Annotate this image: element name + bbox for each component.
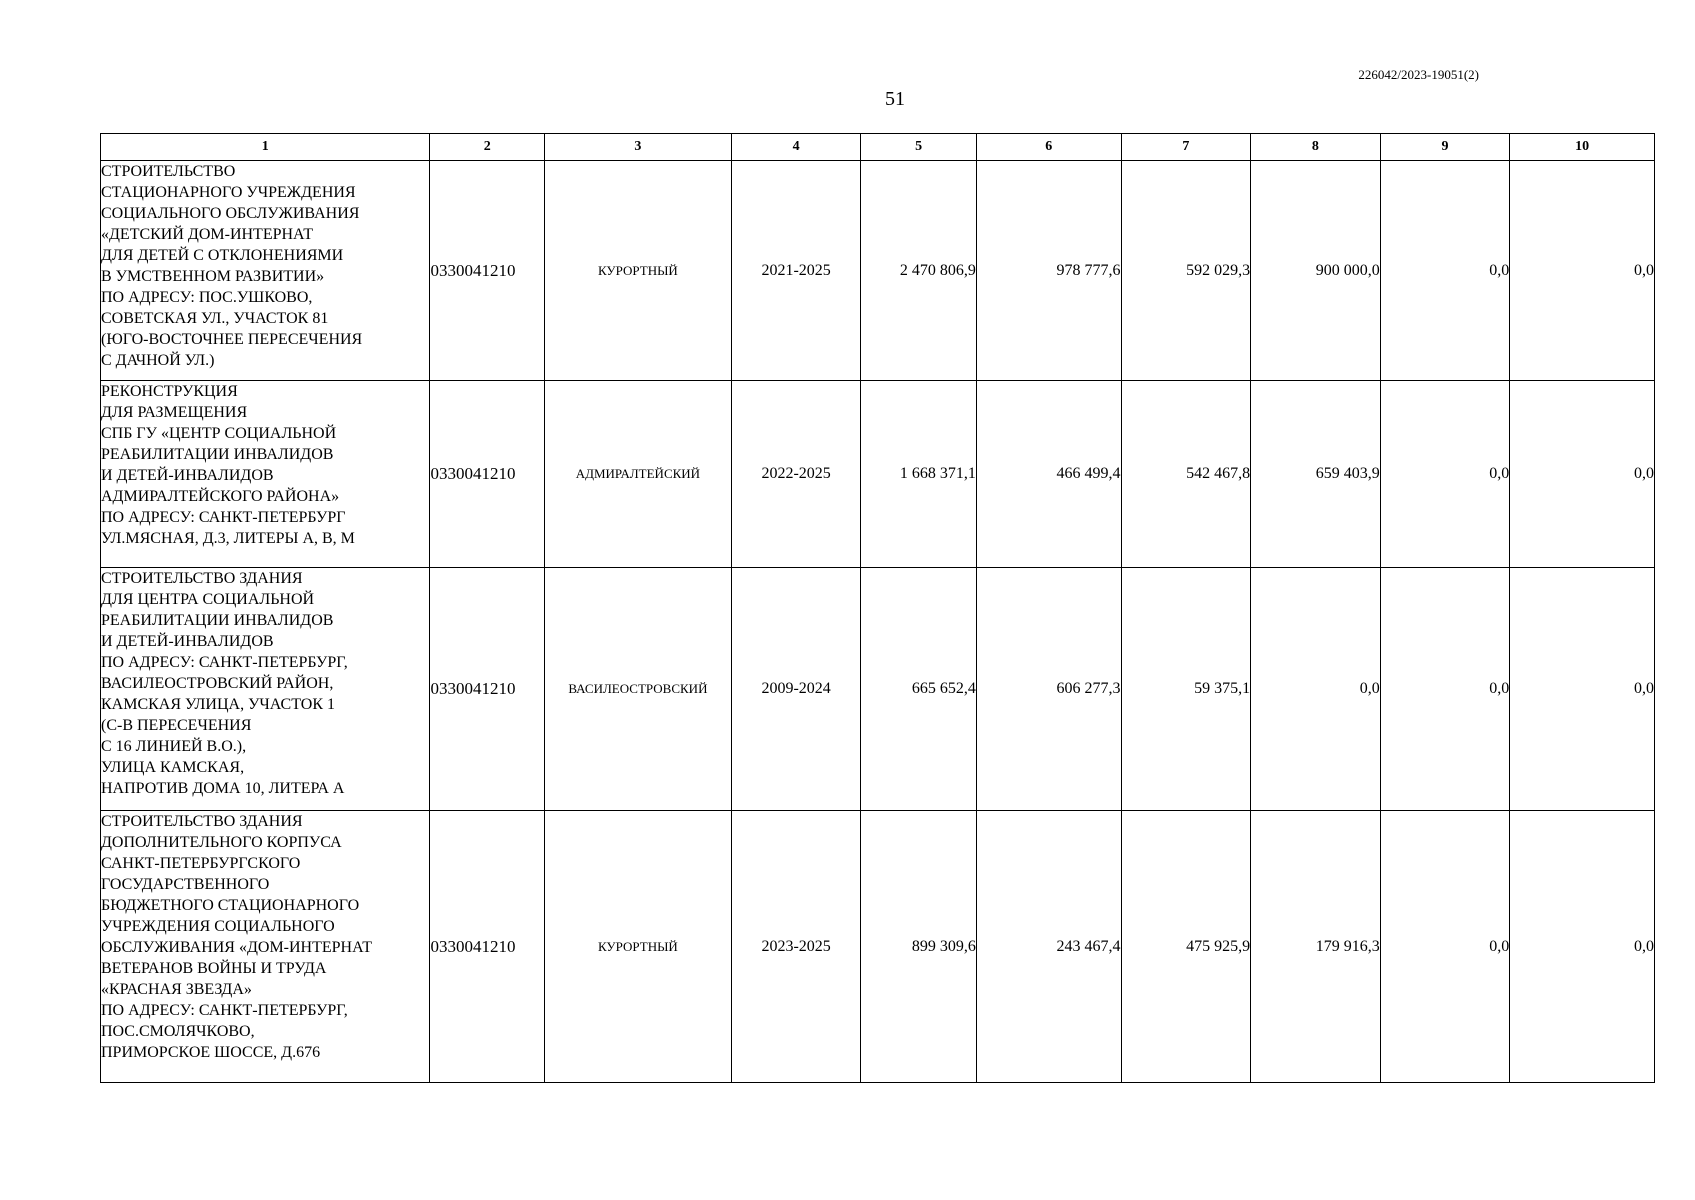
column-header-5: 5 <box>861 134 977 161</box>
value-cell-5: 2 470 806,9 <box>861 161 977 381</box>
object-name-cell: СТРОИТЕЛЬСТВО СТАЦИОНАРНОГО УЧРЕЖДЕНИЯ СОЦИАЛЬНОГО ОБСЛУЖИВАНИЯ «ДЕТСКИЙ ДОМ-ИНТЕРНАТ ДЛЯ ДЕТЕЙ С ОТКЛОНЕНИЯМИ В УМСТВЕННОМ РАЗВИТИИ» ПО АДРЕСУ: ПОС.УШКОВО, СОВЕТСКАЯ УЛ., УЧАСТОК 81 (ЮГО-ВОСТОЧНЕЕ ПЕРЕСЕЧЕНИЯ С ДАЧНОЙ УЛ.) <box>101 161 430 381</box>
period-cell: 2022-2025 <box>731 381 861 568</box>
district-cell: ВАСИЛЕОСТРОВСКИЙ <box>544 568 731 811</box>
table-row <box>101 381 1655 568</box>
value-cell-7: 59 375,1 <box>1121 568 1251 811</box>
value-cell-9: 0,0 <box>1380 381 1510 568</box>
district-cell: КУРОРТНЫЙ <box>544 161 731 381</box>
value-cell-10: 0,0 <box>1510 381 1655 568</box>
value-cell-7: 475 925,9 <box>1121 811 1251 1083</box>
object-name-cell: СТРОИТЕЛЬСТВО ЗДАНИЯ ДЛЯ ЦЕНТРА СОЦИАЛЬНОЙ РЕАБИЛИТАЦИИ ИНВАЛИДОВ И ДЕТЕЙ-ИНВАЛИДОВ ПО АДРЕСУ: САНКТ-ПЕТЕРБУРГ, ВАСИЛЕОСТРОВСКИЙ РАЙОН, КАМСКАЯ УЛИЦА, УЧАСТОК 1 (С-В ПЕРЕСЕЧЕНИЯ С 16 ЛИНИЕЙ В.О.), УЛИЦА КАМСКАЯ, НАПРОТИВ ДОМА 10, ЛИТЕРА А <box>101 568 430 811</box>
column-header-10: 10 <box>1510 134 1655 161</box>
code-cell: 0330041210 <box>430 161 545 381</box>
code-cell: 0330041210 <box>430 381 545 568</box>
column-header-4: 4 <box>731 134 861 161</box>
value-cell-9: 0,0 <box>1380 811 1510 1083</box>
object-name-cell: СТРОИТЕЛЬСТВО ЗДАНИЯ ДОПОЛНИТЕЛЬНОГО КОРПУСА САНКТ-ПЕТЕРБУРГСКОГО ГОСУДАРСТВЕННОГО БЮДЖЕТНОГО СТАЦИОНАРНОГО УЧРЕЖДЕНИЯ СОЦИАЛЬНОГО ОБСЛУЖИВАНИЯ «ДОМ-ИНТЕРНАТ ВЕТЕРАНОВ ВОЙНЫ И ТРУДА «КРАСНАЯ ЗВЕЗДА» ПО АДРЕСУ: САНКТ-ПЕТЕРБУРГ, ПОС.СМОЛЯЧКОВО, ПРИМОРСКОЕ ШОССЕ, Д.676 <box>101 811 430 1083</box>
value-cell-7: 592 029,3 <box>1121 161 1251 381</box>
value-cell-10: 0,0 <box>1510 161 1655 381</box>
page-number: 51 <box>885 88 905 110</box>
investment-table <box>100 133 1655 1083</box>
value-cell-8: 0,0 <box>1251 568 1381 811</box>
value-cell-10: 0,0 <box>1510 811 1655 1083</box>
header-row <box>101 134 1655 161</box>
value-cell-8: 659 403,9 <box>1251 381 1381 568</box>
object-name-cell: РЕКОНСТРУКЦИЯ ДЛЯ РАЗМЕЩЕНИЯ СПБ ГУ «ЦЕНТР СОЦИАЛЬНОЙ РЕАБИЛИТАЦИИ ИНВАЛИДОВ И ДЕТЕЙ-ИНВАЛИДОВ АДМИРАЛТЕЙСКОГО РАЙОНА» ПО АДРЕСУ: САНКТ-ПЕТЕРБУРГ УЛ.МЯСНАЯ, Д.3, ЛИТЕРЫ А, В, М <box>101 381 430 568</box>
value-cell-9: 0,0 <box>1380 568 1510 811</box>
column-header-9: 9 <box>1380 134 1510 161</box>
period-cell: 2009-2024 <box>731 568 861 811</box>
code-cell: 0330041210 <box>430 811 545 1083</box>
column-header-6: 6 <box>976 134 1121 161</box>
value-cell-8: 900 000,0 <box>1251 161 1381 381</box>
column-header-2: 2 <box>430 134 545 161</box>
value-cell-6: 978 777,6 <box>976 161 1121 381</box>
column-header-1: 1 <box>101 134 430 161</box>
value-cell-6: 243 467,4 <box>976 811 1121 1083</box>
value-cell-5: 665 652,4 <box>861 568 977 811</box>
table-row <box>101 568 1655 811</box>
column-header-7: 7 <box>1121 134 1251 161</box>
value-cell-6: 466 499,4 <box>976 381 1121 568</box>
column-header-8: 8 <box>1251 134 1381 161</box>
value-cell-8: 179 916,3 <box>1251 811 1381 1083</box>
period-cell: 2023-2025 <box>731 811 861 1083</box>
code-cell: 0330041210 <box>430 568 545 811</box>
value-cell-7: 542 467,8 <box>1121 381 1251 568</box>
table-row <box>101 161 1655 381</box>
value-cell-10: 0,0 <box>1510 568 1655 811</box>
column-header-3: 3 <box>544 134 731 161</box>
value-cell-6: 606 277,3 <box>976 568 1121 811</box>
document-id: 226042/2023-19051(2) <box>1358 67 1479 82</box>
value-cell-9: 0,0 <box>1380 161 1510 381</box>
district-cell: АДМИРАЛТЕЙСКИЙ <box>544 381 731 568</box>
value-cell-5: 899 309,6 <box>861 811 977 1083</box>
table-row <box>101 811 1655 1083</box>
district-cell: КУРОРТНЫЙ <box>544 811 731 1083</box>
period-cell: 2021-2025 <box>731 161 861 381</box>
value-cell-5: 1 668 371,1 <box>861 381 977 568</box>
